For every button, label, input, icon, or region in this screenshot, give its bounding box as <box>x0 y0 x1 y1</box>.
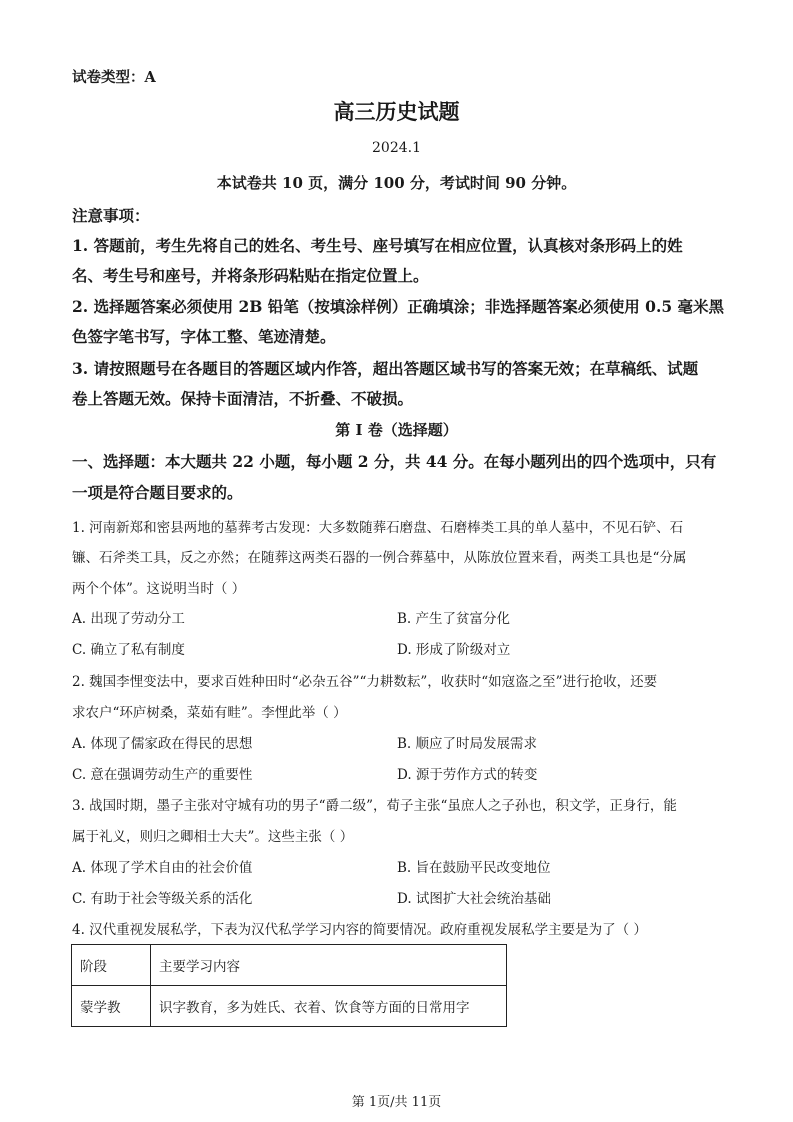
page-title: 高三历史试题 <box>333 99 460 124</box>
table-cell: 蒙学教 <box>72 986 151 1027</box>
table-header-cell: 阶段 <box>72 945 151 986</box>
notice-line: 2. 选择题答案必须使用 2B 铅笔（按填涂样例）正确填涂；非选择题答案必须使用 0.5 毫米黑 <box>72 297 725 316</box>
section-intro: 一项是符合题目要求的。 <box>72 483 243 502</box>
question-3-option-d[interactable]: D. 试图扩大社会统治基础 <box>397 891 551 907</box>
question-1-option-d[interactable]: D. 形成了阶级对立 <box>397 642 511 658</box>
question-2-option-a[interactable]: A. 体现了儒家政在得民的思想 <box>72 736 253 752</box>
section-title: 第 I 卷（选择题） <box>335 421 458 439</box>
question-3-text: 3. 战国时期，墨子主张对守城有功的男子“爵二级”，荀子主张“虽庶人之子孙也，积文学，正身行，能 <box>72 798 677 814</box>
question-1-text: 两个个体”。这说明当时（ ） <box>72 581 246 597</box>
question-1-option-c[interactable]: C. 确立了私有制度 <box>72 642 185 658</box>
notice-line: 色签字笔书写，字体工整、笔迹清楚。 <box>72 327 336 346</box>
notice-line: 3. 请按照题号在各题目的答题区域内作答，超出答题区域书写的答案无效；在草稿纸、试题 <box>72 359 699 378</box>
question-2-text: 求农户“环庐树桑，菜茹有畦”。李悝此举（ ） <box>72 705 347 721</box>
notice-heading: 注意事项： <box>72 206 150 225</box>
question-3-option-c[interactable]: C. 有助于社会等级关系的活化 <box>72 891 253 907</box>
question-1-text: 1. 河南新郑和密县两地的墓葬考古发现：大多数随葬石磨盘、石磨棒类工具的单人墓中，不见石铲、石 <box>72 520 684 536</box>
exam-summary: 本试卷共 10 页，满分 100 分，考试时间 90 分钟。 <box>216 174 577 192</box>
notice-line: 卷上答题无效。保持卡面清洁，不折叠、不破损。 <box>72 389 414 408</box>
section-intro: 一、选择题：本大题共 22 小题，每小题 2 分，共 44 分。在每小题列出的四个选项中，只有 <box>72 452 717 471</box>
question-2-option-c[interactable]: C. 意在强调劳动生产的重要性 <box>72 767 253 783</box>
question-1-option-a[interactable]: A. 出现了劳动分工 <box>72 611 185 627</box>
question-4-text: 4. 汉代重视发展私学，下表为汉代私学学习内容的简要情况。政府重视发展私学主要是为了（ ） <box>72 922 647 938</box>
table-header-row <box>72 945 507 986</box>
page-number: 第 1页/共 11页 <box>351 1095 442 1110</box>
question-3-option-b[interactable]: B. 旨在鼓励平民改变地位 <box>397 860 551 876</box>
study-content-table <box>71 944 507 1027</box>
question-2-option-d[interactable]: D. 源于劳作方式的转变 <box>397 767 538 783</box>
paper-type: 试卷类型：A <box>72 69 156 86</box>
question-1-option-b[interactable]: B. 产生了贫富分化 <box>397 611 511 627</box>
table-row <box>72 986 507 1027</box>
notice-line: 名、考生号和座号，并将条形码粘贴在指定位置上。 <box>72 266 429 285</box>
exam-date: 2024.1 <box>372 140 421 156</box>
table-header-cell: 主要学习内容 <box>151 945 507 986</box>
question-2-option-b[interactable]: B. 顺应了时局发展需求 <box>397 736 538 752</box>
question-3-text: 属于礼义，则归之卿相士大夫”。这些主张（ ） <box>72 829 354 845</box>
notice-line: 1. 答题前，考生先将自己的姓名、考生号、座号填写在相应位置，认真核对条形码上的姓 <box>72 236 683 255</box>
question-2-text: 2. 魏国李悝变法中，要求百姓种田时“必杂五谷”“力耕数耘”，收获时“如寇盗之至”进行抢收，还要 <box>72 674 658 690</box>
question-1-text: 镰、石斧类工具，反之亦然；在随葬这两类石器的一例合葬墓中，从陈放位置来看，两类工具也是“分属 <box>72 550 687 566</box>
table-cell: 识字教育，多为姓氏、衣着、饮食等方面的日常用字 <box>151 986 507 1027</box>
question-3-option-a[interactable]: A. 体现了学术自由的社会价值 <box>72 860 253 876</box>
